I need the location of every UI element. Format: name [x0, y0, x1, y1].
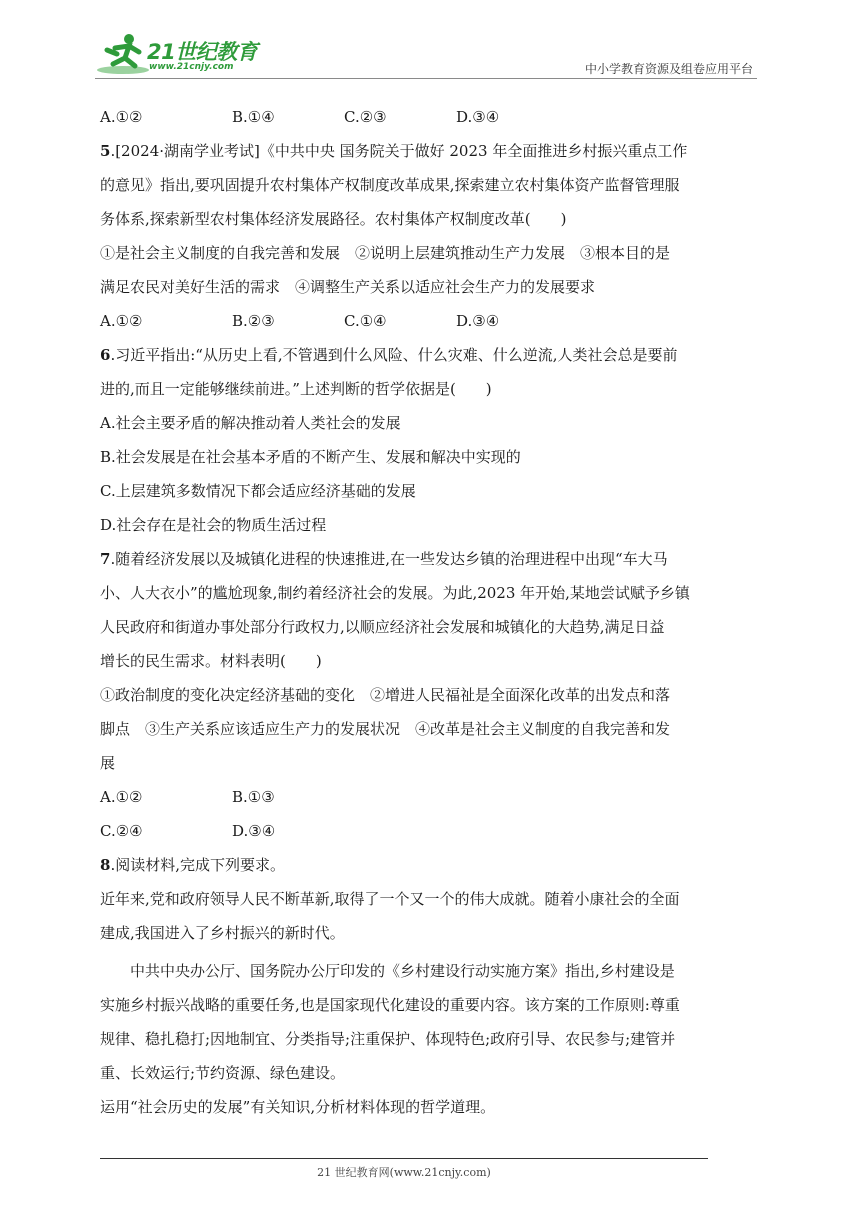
q7-options-row-1 [100, 780, 762, 814]
q8-para1-line-2: 建成,我国进入了乡村振兴的新时代。 [100, 924, 345, 942]
q5-line-2: 的意见》指出,要巩固提升农村集体产权制度改革成果,探索建立农村集体资产监督管理服 [100, 176, 680, 194]
q4-option-b: B.①④ [232, 108, 275, 126]
q7-line-3: 人民政府和街道办事处部分行政权力,以顺应经济社会发展和城镇化的大趋势,满足日益 [100, 618, 665, 636]
logo-text: 21世纪教育 [147, 40, 258, 64]
q7-line-7: 展 [100, 754, 116, 772]
q8-para2-line-3: 规律、稳扎稳打;因地制宜、分类指导;注重保护、体现特色;政府引导、农民参与;建管并 [100, 1030, 676, 1048]
page-header [95, 32, 757, 80]
q5-line-3: 务体系,探索新型农村集体经济发展路径。农村集体产权制度改革( ) [100, 210, 567, 228]
q7-options-row-2 [100, 814, 762, 848]
q5-line-5: 满足农民对美好生活的需求 ④调整生产关系以适应社会生产力的发展要求 [100, 278, 596, 296]
q6-option-a: A.社会主要矛盾的解决推动着人类社会的发展 [100, 414, 401, 432]
footer-divider [100, 1158, 708, 1159]
site-logo [95, 32, 265, 76]
q7-line-1: 7.随着经济发展以及城镇化进程的快速推进,在一些发达乡镇的治理进程中出现“车大马 [100, 550, 668, 568]
runner-icon [95, 32, 151, 76]
q5-options [100, 304, 762, 338]
page-footer: 21 世纪教育网(www.21cnjy.com) [317, 1166, 491, 1179]
logo-url: www.21cnjy.com [149, 62, 234, 72]
question-content [100, 100, 762, 1124]
q5-line-4: ①是社会主义制度的自我完善和发展 ②说明上层建筑推动生产力发展 ③根本目的是 [100, 244, 671, 262]
q5-option-d: D.③④ [456, 312, 500, 330]
q7-option-c: C.②④ [100, 822, 143, 840]
q8-para2-line-4: 重、长效运行;节约资源、绿色建设。 [100, 1064, 346, 1082]
q8-para2-line-2: 实施乡村振兴战略的重要任务,也是国家现代化建设的重要内容。该方案的工作原则:尊重 [100, 996, 680, 1014]
q7-number: 7 [100, 550, 111, 568]
q7-line-4: 增长的民生需求。材料表明( ) [100, 652, 322, 670]
q8-task: 运用“社会历史的发展”有关知识,分析材料体现的哲学道理。 [100, 1098, 496, 1116]
q7-option-a: A.①② [100, 788, 143, 806]
q7-line-6: 脚点 ③生产关系应该适应生产力的发展状况 ④改革是社会主义制度的自我完善和发 [100, 720, 671, 738]
q6-option-b: B.社会发展是在社会基本矛盾的不断产生、发展和解决中实现的 [100, 448, 521, 466]
q4-option-a: A.①② [100, 108, 143, 126]
q6-line-1: 6.习近平指出:“从历史上看,不管遇到什么风险、什么灾难、什么逆流,人类社会总是要前 [100, 346, 678, 364]
q7-line-2: 小、人大衣小”的尴尬现象,制约着经济社会的发展。为此,2023 年开始,某地尝试赋予乡镇 [100, 584, 690, 602]
q5-line-1: 5.[2024·湖南学业考试]《中共中央 国务院关于做好 2023 年全面推进乡村振兴重点工作 [100, 142, 688, 160]
q5-option-b: B.②③ [232, 312, 275, 330]
q8-number: 8 [100, 856, 111, 874]
q4-option-c: C.②③ [344, 108, 387, 126]
q6-line-2: 进的,而且一定能够继续前进。”上述判断的哲学依据是( ) [100, 380, 492, 398]
q4-option-d: D.③④ [456, 108, 500, 126]
header-divider [95, 78, 757, 79]
q8-para2-line-1: 中共中央办公厅、国务院办公厅印发的《乡村建设行动实施方案》指出,乡村建设是 [130, 962, 675, 980]
q6-number: 6 [100, 346, 111, 364]
q8-intro: 8.阅读材料,完成下列要求。 [100, 856, 285, 874]
q5-option-c: C.①④ [344, 312, 387, 330]
q8-para1-line-1: 近年来,党和政府领导人民不断革新,取得了一个又一个的伟大成就。随着小康社会的全面 [100, 890, 680, 908]
q7-line-5: ①政治制度的变化决定经济基础的变化 ②增进人民福祉是全面深化改革的出发点和落 [100, 686, 671, 704]
q4-options [100, 100, 762, 134]
q7-option-b: B.①③ [232, 788, 275, 806]
q6-option-c: C.上层建筑多数情况下都会适应经济基础的发展 [100, 482, 416, 500]
q6-option-d: D.社会存在是社会的物质生活过程 [100, 516, 327, 534]
q7-option-d: D.③④ [232, 822, 276, 840]
q5-option-a: A.①② [100, 312, 143, 330]
platform-label: 中小学教育资源及组卷应用平台 [584, 62, 753, 76]
q5-number: 5 [100, 142, 111, 160]
